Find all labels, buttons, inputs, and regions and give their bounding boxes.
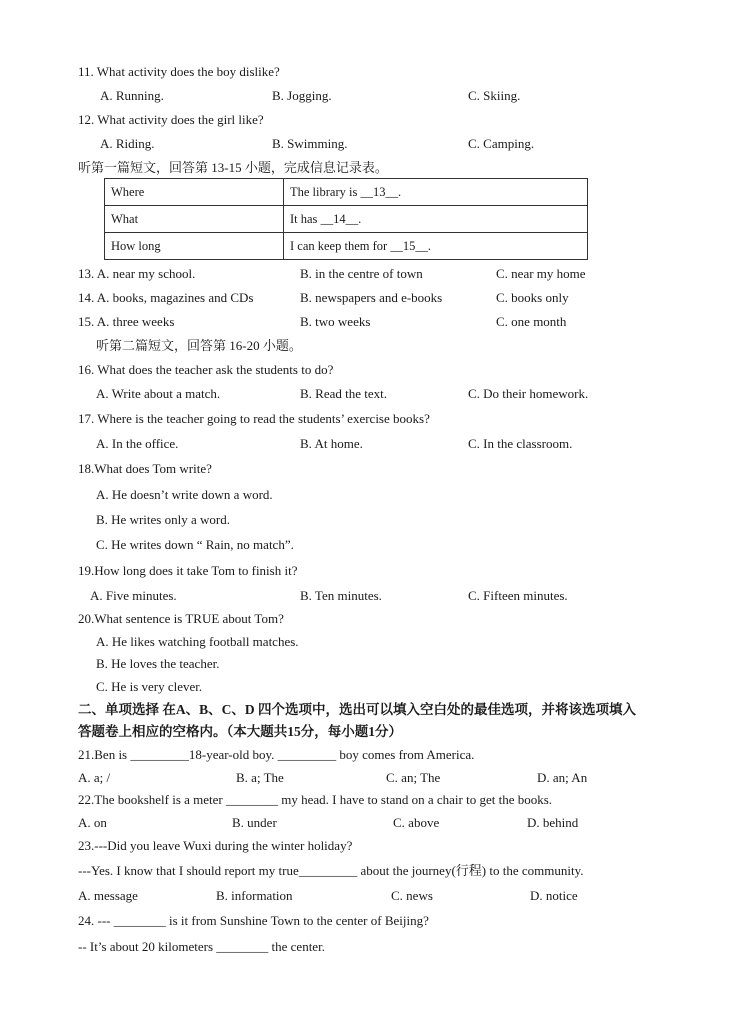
question-17-option-a: A. In the office. (96, 436, 179, 451)
table-label: How long (105, 233, 284, 260)
question-23-option-d: D. notice (530, 888, 578, 903)
question-13-option-a: 13. A. near my school. (78, 266, 196, 281)
question-16-option-c: C. Do their homework. (468, 386, 589, 401)
part-2-heading-line-2: 答题卷上相应的空格内。（本大题共15分，每小题1分） (78, 724, 402, 739)
table-row (105, 206, 588, 233)
question-14-option-b: B. newspapers and e-books (300, 290, 443, 305)
table-cell (284, 233, 588, 260)
table-text: It has (290, 211, 321, 226)
answer-blank: __15__. (390, 238, 431, 253)
question-24-stem: 24. --- ________ is it from Sunshine Town to the center of Beijing? (78, 913, 429, 928)
question-22-stem: 22.The bookshelf is a meter ________ my head. I have to stand on a chair to get the books. (78, 792, 553, 807)
question-23-option-a: A. message (78, 888, 138, 903)
question-12-option-c: C. Camping. (468, 136, 535, 151)
question-19-stem: 19.How long does it take Tom to finish it? (78, 563, 298, 578)
question-21-option-a: A. a; / (78, 770, 111, 785)
table-cell (284, 179, 588, 206)
section-1-instruction: 听第一篇短文，回答第 13-15 小题，完成信息记录表。 (78, 160, 388, 175)
question-14-option-a: 14. A. books, magazines and CDs (78, 290, 254, 305)
question-11-stem: 11. What activity does the boy dislike? (78, 64, 280, 79)
answer-blank: __13__. (360, 184, 402, 199)
table-label: What (105, 206, 284, 233)
question-19-option-b: B. Ten minutes. (300, 588, 382, 603)
table-row (105, 233, 588, 260)
question-13-option-b: B. in the centre of town (300, 266, 423, 281)
question-18-option-a: A. He doesn’t write down a word. (96, 487, 273, 502)
question-14-option-c: C. books only (496, 290, 569, 305)
table-row (105, 179, 588, 206)
question-16-option-a: A. Write about a match. (96, 386, 221, 401)
question-21-option-b: B. a; The (236, 770, 284, 785)
question-23-option-c: C. news (391, 888, 433, 903)
question-11-option-a: A. Running. (100, 88, 164, 103)
section-2-instruction: 听第二篇短文，回答第 16-20 小题。 (96, 338, 302, 353)
question-19-option-c: C. Fifteen minutes. (468, 588, 568, 603)
question-12-option-a: A. Riding. (100, 136, 155, 151)
question-17-option-c: C. In the classroom. (468, 436, 573, 451)
question-18-stem: 18.What does Tom write? (78, 461, 212, 476)
question-12-option-b: B. Swimming. (272, 136, 348, 151)
part-2-heading-line-1: 二、单项选择 在A、B、C、D 四个选项中，选出可以填入空白处的最佳选项，并将该选项填入 (78, 702, 637, 717)
table-cell (284, 206, 588, 233)
table-label: Where (105, 179, 284, 206)
question-20-option-b: B. He loves the teacher. (96, 656, 220, 671)
question-19-option-a: A. Five minutes. (90, 588, 177, 603)
question-11-option-c: C. Skiing. (468, 88, 521, 103)
question-15-option-b: B. two weeks (300, 314, 371, 329)
question-23-stem-2: ---Yes. I know that I should report my true_________ about the journey(行程) to the community. (78, 863, 584, 878)
question-18-option-b: B. He writes only a word. (96, 512, 230, 527)
question-22-option-b: B. under (232, 815, 277, 830)
question-22-option-c: C. above (393, 815, 440, 830)
question-23-stem: 23.---Did you leave Wuxi during the winter holiday? (78, 838, 353, 853)
info-record-table (104, 178, 588, 260)
question-15-option-a: 15. A. three weeks (78, 314, 175, 329)
question-21-option-c: C. an; The (386, 770, 441, 785)
question-20-option-a: A. He likes watching football matches. (96, 634, 299, 649)
table-text: I can keep them for (290, 238, 391, 253)
question-22-option-a: A. on (78, 815, 107, 830)
question-11-option-b: B. Jogging. (272, 88, 332, 103)
question-13-option-c: C. near my home (496, 266, 586, 281)
question-20-option-c: C. He is very clever. (96, 679, 203, 694)
question-16-option-b: B. Read the text. (300, 386, 388, 401)
question-17-stem: 17. Where is the teacher going to read the students’ exercise books? (78, 411, 430, 426)
question-17-option-b: B. At home. (300, 436, 363, 451)
table-text: The library is (290, 184, 361, 199)
question-16-stem: 16. What does the teacher ask the students to do? (78, 362, 334, 377)
question-24-stem-2: -- It’s about 20 kilometers ________ the center. (78, 939, 325, 954)
question-12-stem: 12. What activity does the girl like? (78, 112, 264, 127)
question-21-stem: 21.Ben is _________18-year-old boy. _________ boy comes from America. (78, 747, 475, 762)
question-23-option-b: B. information (216, 888, 293, 903)
question-18-option-c: C. He writes down “ Rain, no match”. (96, 537, 294, 552)
question-20-stem: 20.What sentence is TRUE about Tom? (78, 611, 284, 626)
question-22-option-d: D. behind (527, 815, 579, 830)
question-15-option-c: C. one month (496, 314, 567, 329)
answer-blank: __14__. (320, 211, 362, 226)
question-21-option-d: D. an; An (537, 770, 588, 785)
